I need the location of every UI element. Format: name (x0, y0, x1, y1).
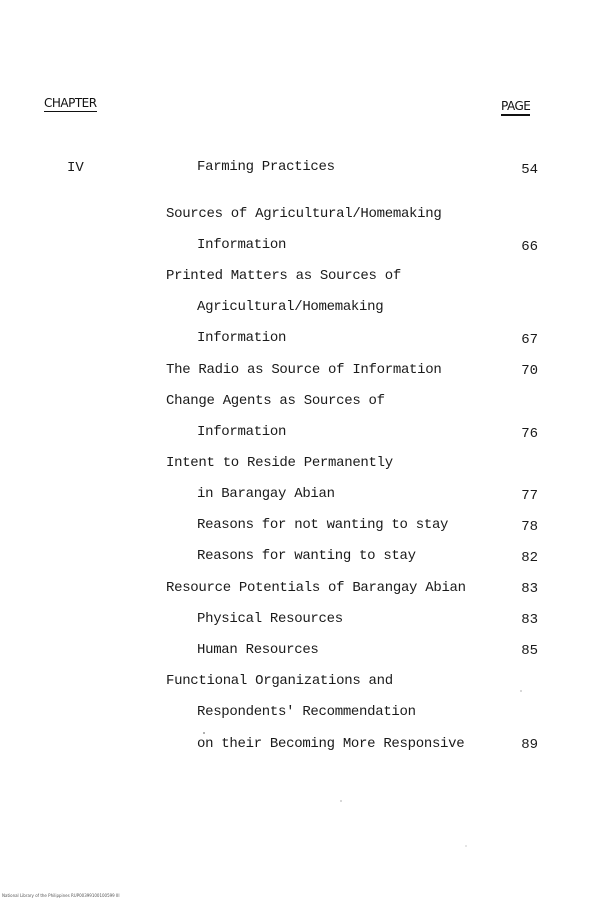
toc-entry-physical-resources: Physical Resources (197, 611, 343, 627)
scan-speck (203, 732, 205, 734)
scan-speck (465, 845, 467, 847)
chapter-number: IV (67, 160, 84, 176)
toc-entry-change-agents: Change Agents as Sources of (166, 393, 385, 409)
toc-entry-sources-info: Information (197, 237, 287, 253)
toc-page-reasons-stay: 82 (521, 550, 538, 566)
toc-entry-human-resources: Human Resources (197, 642, 319, 658)
toc-page-farming-practices: 54 (521, 162, 538, 178)
scan-footer-text: National Library of the Philippines RUP00399100100599 III (2, 893, 120, 898)
toc-entry-sources-agri: Sources of Agricultural/Homemaking (166, 206, 442, 222)
toc-entry-printed-matters: Printed Matters as Sources of (166, 268, 401, 284)
toc-page-physical-resources: 83 (521, 612, 538, 628)
page-column-header: PAGE (501, 99, 530, 116)
toc-entry-respondents-rec: Respondents' Recommendation (197, 704, 416, 720)
chapter-column-header: CHAPTER (44, 96, 97, 110)
toc-page-more-responsive: 89 (521, 737, 538, 753)
toc-entry-intent: Intent to Reside Permanently (166, 455, 393, 471)
toc-page-printed-info: 67 (521, 332, 538, 348)
toc-entry-functional-orgs: Functional Organizations and (166, 673, 393, 689)
toc-entry-resource-potentials: Resource Potentials of Barangay Abian (166, 580, 466, 596)
toc-entry-radio: The Radio as Source of Information (166, 362, 442, 378)
toc-entry-more-responsive: on their Becoming More Responsive (197, 736, 465, 752)
toc-entry-printed-info: Information (197, 330, 287, 346)
toc-page-human-resources: 85 (521, 643, 538, 659)
toc-page-sources-info: 66 (521, 239, 538, 255)
toc-entry-reasons-not-stay: Reasons for not wanting to stay (197, 517, 449, 533)
toc-entry-barangay-abian: in Barangay Abian (197, 486, 335, 502)
toc-page-resource-potentials: 83 (521, 581, 538, 597)
toc-page-radio: 70 (521, 363, 538, 379)
toc-page-reasons-not-stay: 78 (521, 519, 538, 535)
scan-speck (520, 690, 522, 692)
toc-entry-reasons-stay: Reasons for wanting to stay (197, 548, 416, 564)
toc-page-change-info: 76 (521, 426, 538, 442)
toc-entry-printed-agri: Agricultural/Homemaking (197, 299, 384, 315)
toc-page-barangay-abian: 77 (521, 488, 538, 504)
scan-speck (340, 800, 342, 802)
toc-entry-farming-practices: Farming Practices (197, 159, 335, 175)
toc-entry-change-info: Information (197, 424, 287, 440)
